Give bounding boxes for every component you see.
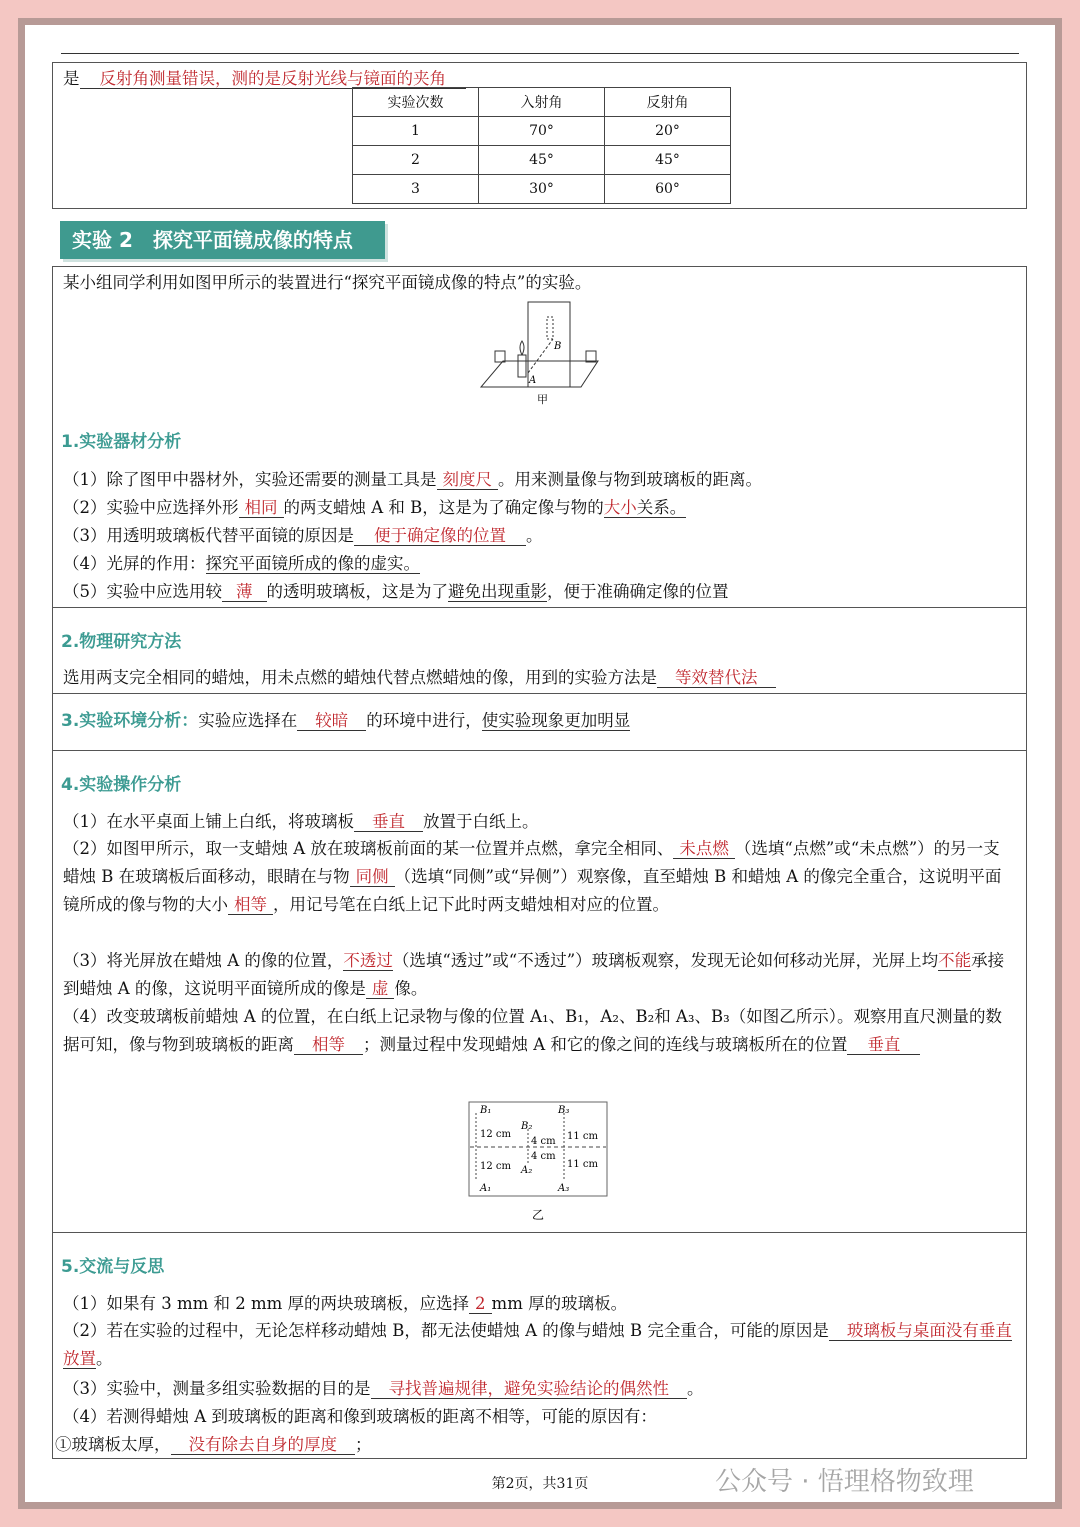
section-title: 4.实验操作分析: [61, 775, 182, 795]
support-block: [495, 351, 505, 362]
section-title: 5.交流与反思: [61, 1257, 165, 1277]
s4-p3: （3）将光屏放在蜡烛 A 的像的位置，不透过（选填“透过”或“不透过”）玻璃板观察，发现无论如何移动光屏，光屏上均不能承接到蜡烛 A 的像，这说明平面镜所成的像是 虚 像。: [63, 951, 1005, 998]
svg-text:B₂: B₂: [521, 1121, 533, 1132]
document-page: [25, 25, 1055, 1502]
s5-line-5: ①玻璃板太厚， 没有除去自身的厚度 ；: [55, 1435, 372, 1454]
page-number: 第2页，共31页: [491, 1476, 589, 1492]
answer-blank: 反射角测量错误，测的是反射光线与镜面的夹角: [80, 69, 467, 89]
s1-line-4: （4）光屏的作用：探究平面镜所成的像的虚实。: [63, 554, 420, 573]
flame-icon: [520, 341, 524, 355]
s1-line-2: （2）实验中应选择外形 相同 的两支蜡烛 A 和 B，这是为了确定像与物的大小关系。: [63, 498, 687, 517]
svg-text:A₁: A₁: [480, 1183, 492, 1194]
svg-text:12 cm: 12 cm: [480, 1161, 511, 1172]
s1-line-1: （1）除了图甲中器材外，实验还需要的测量工具是 刻度尺 。用来测量像与物到玻璃板的距离。: [63, 470, 762, 489]
svg-text:11 cm: 11 cm: [567, 1131, 598, 1142]
s5-line-4: （4）若测得蜡烛 A 到玻璃板的距离和像到玻璃板的距离不相等，可能的原因有：: [63, 1407, 657, 1426]
s1-line-3: （3）用透明玻璃板代替平面镜的原因是 便于确定像的位置 。: [63, 526, 543, 545]
svg-text:B₁: B₁: [480, 1105, 492, 1116]
s4-p1: （1）在水平桌面上铺上白纸，将玻璃板 垂直 放置于白纸上。: [63, 812, 539, 831]
s1-line-5: （5）实验中应选用较 薄 的透明玻璃板，这是为了避免出现重影，便于准确确定像的位置: [63, 582, 729, 601]
svg-text:B₃: B₃: [558, 1105, 570, 1116]
svg-text:4 cm: 4 cm: [531, 1136, 556, 1147]
figure-jia: [473, 299, 613, 407]
experiment-banner: 实验 2 探究平面镜成像的特点: [60, 221, 385, 259]
label-a: A: [529, 375, 537, 386]
table-row: 1 70° 20°: [353, 117, 731, 146]
svg-text:A₃: A₃: [558, 1183, 570, 1194]
figure-caption: 乙: [532, 1208, 545, 1222]
s3-line: 3.实验环境分析：实验应选择在 较暗 的环境中进行，使实验现象更加明显: [61, 711, 631, 731]
previous-question-box: [52, 62, 1027, 209]
table-row: 实验次数 入射角 反射角: [353, 88, 731, 117]
s5-line-1: （1）如果有 3 mm 和 2 mm 厚的两块玻璃板，应选择 2 mm 厚的玻璃板。: [63, 1294, 628, 1313]
page-frame: [18, 18, 1062, 1509]
candle-a: [518, 355, 526, 377]
intro-text: 某小组同学利用如图甲所示的装置进行“探究平面镜成像的特点”的实验。: [63, 273, 592, 292]
watermark: 公众号 · 悟理格物致理: [715, 1467, 974, 1497]
svg-text:A₂: A₂: [521, 1165, 533, 1176]
s5-line-2: （2）若在实验的过程中，无论怎样移动蜡烛 B，都无法使蜡烛 A 的像与蜡烛 B 完全重合，可能的原因是 玻璃板与桌面没有垂直放置。: [63, 1321, 1012, 1368]
candle-b: [547, 317, 553, 339]
section-title: 2.物理研究方法: [61, 632, 182, 652]
figure-caption: 甲: [537, 393, 548, 406]
table-row: 2 45° 45°: [353, 146, 731, 175]
s5-line-3: （3）实验中，测量多组实验数据的目的是 寻找普遍规律，避免实验结论的偶然性 。: [63, 1379, 704, 1398]
svg-text:11 cm: 11 cm: [567, 1159, 598, 1170]
section-title: 1.实验器材分析: [61, 432, 182, 452]
s4-p4: （4）改变玻璃板前蜡烛 A 的位置，在白纸上记录物与像的位置 A₁、B₁，A₂、B₂和 A₃、B₃（如图乙所示）。观察用直尺测量的数据可知，像与物到玻璃板的距离 相等 ；测量过程中发现蜡烛 A 和它的像之间的连线与玻璃板所在的位置 垂直: [63, 1007, 1002, 1054]
previous-answer-line: 是 反射角测量错误，测的是反射光线与镜面的夹角: [63, 69, 466, 89]
s2-line: 选用两支完全相同的蜡烛，用未点燃的蜡烛代替点燃蜡烛的像，用到的实验方法是 等效替代法: [63, 668, 776, 688]
support-block: [586, 351, 596, 362]
table-row: 3 30° 60°: [353, 175, 731, 204]
label-b: B: [554, 341, 562, 352]
svg-text:4 cm: 4 cm: [531, 1151, 556, 1162]
experiment-box: [52, 266, 1027, 1459]
figure-yi: [468, 1101, 608, 1231]
angle-data-table: [352, 87, 731, 204]
svg-text:12 cm: 12 cm: [480, 1129, 511, 1140]
s4-p2: （2）如图甲所示，取一支蜡烛 A 放在玻璃板前面的某一位置并点燃，拿完全相同、 未点燃 （选填“点燃”或“未点燃”）的另一支蜡烛 B 在玻璃板后面移动，眼睛在与物 同侧 （选填“同侧”或“异侧”）观察像，直至蜡烛 B 和蜡烛 A 的像完全重合，这说明平面镜所成的像与物的大小 相等 ，用记号笔在白纸上记下此时两支蜡烛相对应的位置。: [63, 839, 1002, 914]
header-rule: [61, 53, 1019, 54]
